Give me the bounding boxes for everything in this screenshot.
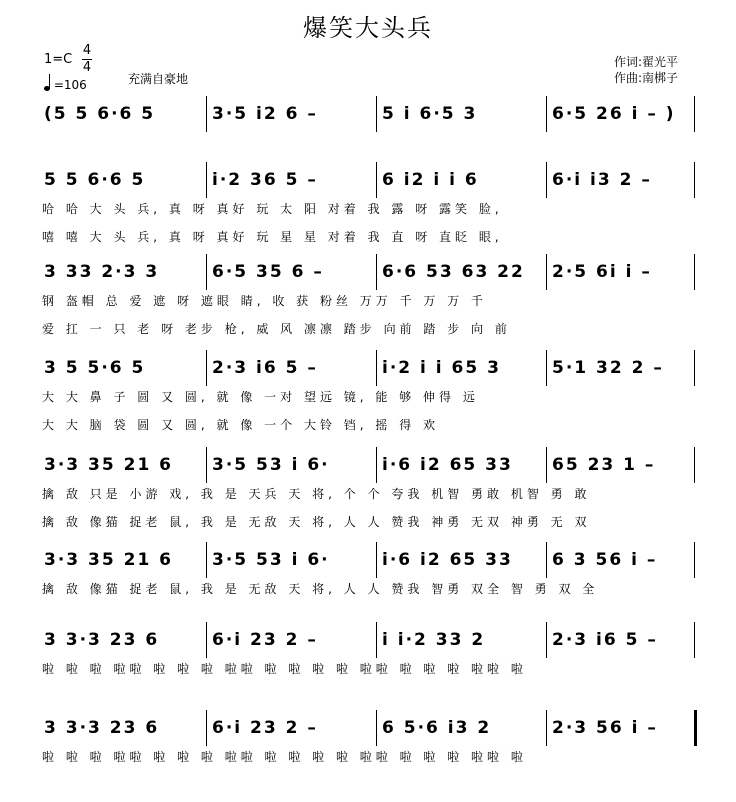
score-system xyxy=(40,262,700,342)
measure: 2·3 i6 5 – xyxy=(212,358,318,378)
measure: 6·i 23 2 – xyxy=(212,718,318,738)
score-system xyxy=(40,718,700,798)
measure: i·6 i2 65 33 xyxy=(382,550,513,570)
barline xyxy=(206,96,207,132)
lyric-line: 擒 敌 只是 小游 戏, 我 是 天兵 天 将, 个 个 夸我 机智 勇敢 机智 勇 敢 xyxy=(42,487,591,501)
barline xyxy=(376,350,377,386)
measure: 6·i 23 2 – xyxy=(212,630,318,650)
lyric-line: 嘻 嘻 大 头 兵, 真 呀 真好 玩 星 星 对着 我 直 呀 直眨 眼, xyxy=(42,230,503,244)
measure: 5·1 32 2 – xyxy=(552,358,664,378)
barline xyxy=(546,254,547,290)
measure: 6 3 56 i – xyxy=(552,550,658,570)
lyric-line: 啦 啦 啦 啦啦 啦 啦 啦 啦啦 啦 啦 啦 啦 啦啦 啦 啦 啦 啦啦 啦 xyxy=(42,662,527,676)
barline xyxy=(694,622,695,658)
measure: 2·3 i6 5 – xyxy=(552,630,658,650)
score-system xyxy=(40,170,700,250)
measure: 3·3 35 21 6 xyxy=(44,550,174,570)
lyric-line: 哈 哈 大 头 兵, 真 呀 真好 玩 太 阳 对着 我 露 呀 露笑 脸, xyxy=(42,202,503,216)
quarter-note-icon xyxy=(44,86,50,91)
barline xyxy=(206,350,207,386)
key-signature: 1=C xyxy=(44,52,73,67)
barline xyxy=(546,622,547,658)
measure: 3·5 53 i 6· xyxy=(212,455,330,475)
measure: 6·6 53 63 22 xyxy=(382,262,525,282)
barline xyxy=(546,447,547,483)
barline xyxy=(546,162,547,198)
measure: 2·3 56 i – xyxy=(552,718,658,738)
measure: 3·5 i2 6 – xyxy=(212,104,318,124)
measure: i·2 36 5 – xyxy=(212,170,318,190)
measure: i i·2 33 2 xyxy=(382,630,486,650)
barline xyxy=(376,162,377,198)
barline xyxy=(206,542,207,578)
lyric-line: 啦 啦 啦 啦啦 啦 啦 啦 啦啦 啦 啦 啦 啦 啦啦 啦 啦 啦 啦啦 啦 xyxy=(42,750,527,764)
composer: 作曲:南梆子 xyxy=(613,71,678,85)
barline xyxy=(546,350,547,386)
measure: (5 5 6·6 5 xyxy=(44,104,156,124)
time-top: 4 xyxy=(82,43,92,58)
measure: 3 3·3 23 6 xyxy=(44,630,160,650)
barline xyxy=(694,162,695,198)
barline xyxy=(376,542,377,578)
barline xyxy=(206,162,207,198)
barline xyxy=(206,254,207,290)
lyricist: 作词:翟光平 xyxy=(613,55,678,69)
lyric-line: 爱 扛 一 只 老 呀 老步 枪, 威 风 凛凛 踏步 向前 踏 步 向 前 xyxy=(42,322,511,336)
barline xyxy=(546,710,547,746)
measure: 2·5 6i i – xyxy=(552,262,652,282)
barline xyxy=(376,710,377,746)
barline xyxy=(694,254,695,290)
measure: 5 5 6·6 5 xyxy=(44,170,146,190)
lyric-line: 大 大 鼻 子 圆 又 圆, 就 像 一对 望远 镜, 能 够 伸得 远 xyxy=(42,390,479,404)
expression-marking: 充满自豪地 xyxy=(128,72,189,86)
tempo-value: =106 xyxy=(53,78,87,92)
measure: 6 5·6 i3 2 xyxy=(382,718,492,738)
lyric-line: 钢 盔帽 总 爱 遮 呀 遮眼 睛, 收 获 粉丝 万万 千 万 万 千 xyxy=(42,294,488,308)
score-system xyxy=(40,550,700,630)
final-barline xyxy=(694,710,697,746)
measure: 6·5 26 i – ) xyxy=(552,104,676,124)
measure: 3·3 35 21 6 xyxy=(44,455,174,475)
barline xyxy=(376,96,377,132)
barline xyxy=(546,96,547,132)
score-system xyxy=(40,358,700,438)
measure: 5 i 6·5 3 xyxy=(382,104,478,124)
score-system xyxy=(40,455,700,535)
barline xyxy=(206,710,207,746)
song-title: 爆笑大头兵 xyxy=(303,14,433,42)
barline xyxy=(694,350,695,386)
time-bottom: 4 xyxy=(82,60,92,75)
measure: 6 i2 i i 6 xyxy=(382,170,479,190)
credits xyxy=(614,54,678,86)
barline xyxy=(206,447,207,483)
barline xyxy=(694,96,695,132)
barline xyxy=(376,254,377,290)
score-system xyxy=(40,630,700,710)
measure: 6·i i3 2 – xyxy=(552,170,652,190)
barline xyxy=(546,542,547,578)
measure: i·6 i2 65 33 xyxy=(382,455,513,475)
measure: 3 5 5·6 5 xyxy=(44,358,146,378)
barline xyxy=(376,447,377,483)
barline xyxy=(694,542,695,578)
measure: 3·5 53 i 6· xyxy=(212,550,330,570)
lyric-line: 擒 敌 像猫 捉老 鼠, 我 是 无敌 天 将, 人 人 赞我 智勇 双全 智 勇 双 全 xyxy=(42,582,599,596)
lyric-line: 大 大 脑 袋 圆 又 圆, 就 像 一个 大铃 铛, 摇 得 欢 xyxy=(42,418,440,432)
measure: 65 23 1 – xyxy=(552,455,656,475)
time-signature xyxy=(82,44,92,75)
measure: 6·5 35 6 – xyxy=(212,262,324,282)
measure: i·2 i i 65 3 xyxy=(382,358,501,378)
tempo-marking xyxy=(44,78,87,92)
barline xyxy=(694,447,695,483)
barline xyxy=(376,622,377,658)
measure: 3 33 2·3 3 xyxy=(44,262,160,282)
lyric-line: 擒 敌 像猫 捉老 鼠, 我 是 无敌 天 将, 人 人 赞我 神勇 无双 神勇 无 双 xyxy=(42,515,591,529)
measure: 3 3·3 23 6 xyxy=(44,718,160,738)
barline xyxy=(206,622,207,658)
